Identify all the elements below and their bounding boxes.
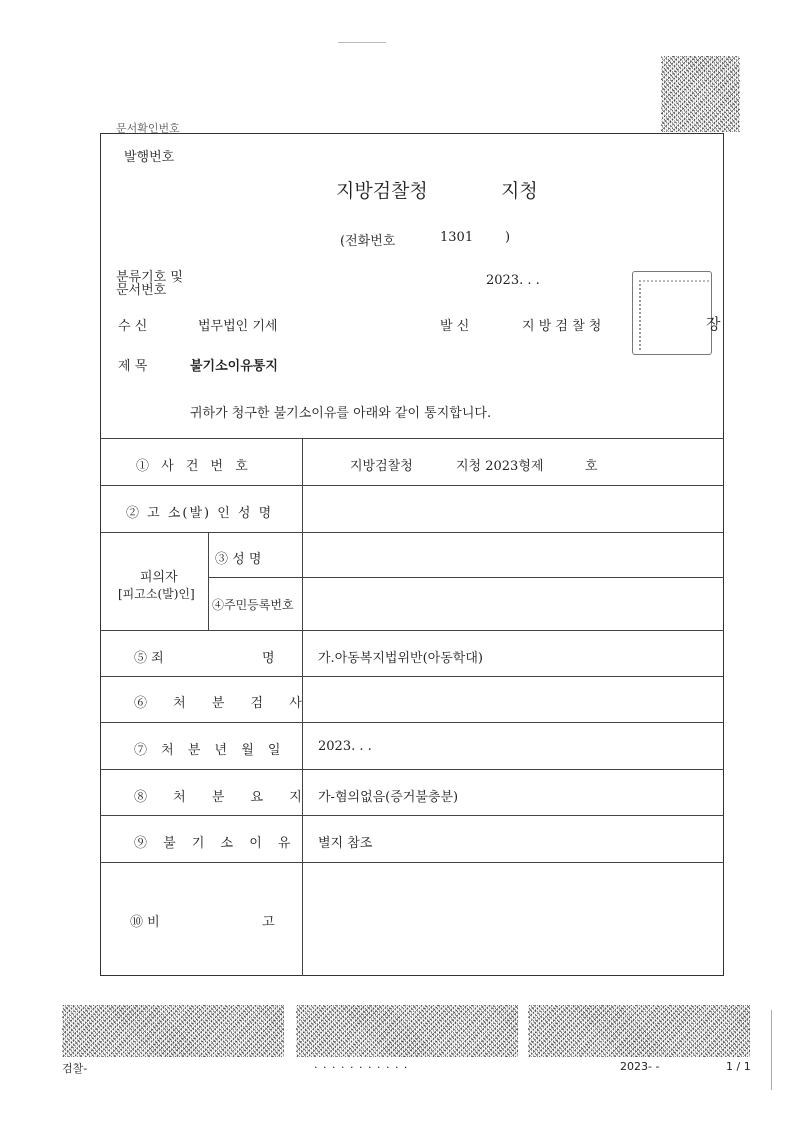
scan-mark: [338, 42, 386, 43]
phone-number: 1301: [440, 230, 474, 245]
right-edge-line: [771, 1010, 772, 1090]
charge-value: 가.아동복지법위반(아동학대): [318, 651, 483, 666]
suspect-group-label: 피의자: [140, 570, 178, 585]
suspect-group-label-2: [피고소(발)인]: [118, 587, 195, 601]
footer-page: 1 / 1: [726, 1060, 751, 1073]
top-label: 문서확인번호: [116, 122, 180, 135]
intro-text: 귀하가 청구한 불기소이유를 아래와 같이 통지합니다.: [190, 406, 492, 421]
recipient-label: 수 신: [118, 319, 148, 334]
case-number-suffix: 호: [585, 459, 598, 474]
issue-number-label: 발행번호: [124, 150, 175, 165]
row-line-4: [100, 630, 724, 631]
suspect-divider: [208, 532, 209, 630]
barcode-bottom-2: [296, 1005, 518, 1057]
document-date: 2023. . .: [486, 273, 540, 288]
reason-label: ⑨ 불 기 소 이 유: [134, 836, 297, 851]
barcode-bottom-3: [528, 1005, 750, 1057]
disposition-date-value: 2023. . .: [318, 739, 372, 754]
case-number-label: ① 사 건 번 호: [136, 459, 252, 474]
sender-value: 지 방 검 찰 청: [522, 319, 602, 334]
complainant-label: ② 고 소(발) 인 성 명: [126, 506, 274, 521]
phone-close: ): [505, 230, 511, 245]
row-line-3b: [208, 577, 724, 578]
prosecutor-label: ⑥ 처 분 검 사: [134, 696, 313, 711]
sender-label: 발 신: [440, 319, 470, 334]
footer-date: 2023- -: [620, 1060, 660, 1073]
footer-middle: . . . . . . . . . . .: [314, 1058, 409, 1071]
suspect-name-label: ③ 성 명: [215, 552, 262, 567]
row-line-6: [100, 722, 724, 723]
remarks-label-num: ⑩ 비: [130, 915, 160, 930]
row-line-1: [100, 438, 724, 439]
suspect-id-label: ④주민등록번호: [212, 598, 294, 612]
office-title-right: 지청: [501, 180, 538, 202]
phone-open: (전화번호: [340, 234, 396, 249]
case-number-branch: 지청 2023형제: [456, 459, 544, 474]
case-number-office: 지방검찰청: [350, 459, 413, 474]
class-label-2: 문서번호: [116, 283, 167, 298]
disposition-date-label: ⑦ 처 분 년 월 일: [134, 743, 286, 758]
disposition-summary-value: 가-혐의없음(증거불충분): [318, 790, 459, 805]
row-line-5: [100, 676, 724, 677]
recipient-value: 법무법인 기세: [198, 319, 278, 334]
disposition-summary-label: ⑧ 처 분 요 지: [134, 790, 313, 805]
subject-label: 제 목: [118, 359, 148, 374]
remarks-label-end: 고: [262, 915, 275, 930]
charge-label-end: 명: [262, 651, 275, 666]
row-line-8: [100, 815, 724, 816]
row-line-3: [100, 532, 724, 533]
official-seal: [632, 271, 712, 355]
barcode-top-right: [661, 56, 740, 132]
class-label-1: 분류기호 및: [116, 270, 183, 285]
subject-value: 불기소이유통지: [190, 359, 278, 374]
row-line-9: [100, 862, 724, 863]
charge-label-num: ⑤ 죄: [134, 651, 164, 666]
footer-left: 검찰-: [62, 1062, 88, 1075]
row-line-7: [100, 769, 724, 770]
row-line-2: [100, 485, 724, 486]
seal-char: 장: [706, 315, 721, 333]
office-title-left: 지방검찰청: [336, 180, 428, 202]
barcode-bottom-1: [62, 1005, 284, 1057]
reason-value: 별지 참조: [318, 836, 373, 851]
